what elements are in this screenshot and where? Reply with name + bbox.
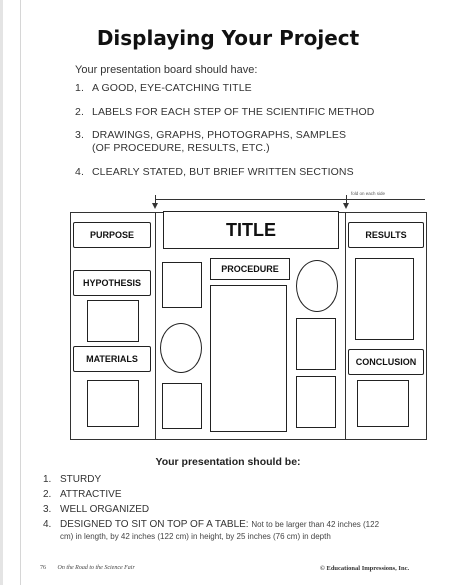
publisher-credit: © Educational Impressions, Inc. xyxy=(320,565,410,572)
item-text: CLEARLY STATED, BUT BRIEF WRITTEN SECTIONS xyxy=(92,166,354,178)
center-circle-image xyxy=(296,260,338,312)
materials-content-box xyxy=(87,380,139,427)
item-number: 3. xyxy=(43,504,52,515)
page-title: Displaying Your Project xyxy=(96,26,360,50)
conclusion-label: CONCLUSION xyxy=(348,349,424,375)
item-text: A GOOD, EYE-CATCHING TITLE xyxy=(92,82,252,94)
item-number: 3. xyxy=(75,129,84,141)
book-title: On the Road to the Science Fair xyxy=(57,565,135,571)
item-text: ATTRACTIVE xyxy=(60,489,122,500)
item-number: 2. xyxy=(75,106,84,118)
dimension-line xyxy=(155,199,347,200)
hypothesis-content-box xyxy=(87,300,139,342)
purpose-label: PURPOSE xyxy=(73,222,151,248)
arrow-down-icon xyxy=(152,203,158,209)
item-text-continued: (OF PROCEDURE, RESULTS, ETC.) xyxy=(92,142,270,154)
page-spine-shadow xyxy=(0,0,3,585)
item-number: 4. xyxy=(43,519,52,530)
materials-label: MATERIALS xyxy=(73,346,151,372)
dimension-label: fold on each side xyxy=(351,191,386,196)
section-subhead: Your presentation should be: xyxy=(155,456,301,468)
procedure-label: PROCEDURE xyxy=(210,258,290,280)
center-circle-image xyxy=(160,323,202,373)
item-text xyxy=(60,519,379,530)
procedure-content-box xyxy=(210,285,287,432)
results-content-box xyxy=(355,258,414,340)
item-text: LABELS FOR EACH STEP OF THE SCIENTIFIC METHOD xyxy=(92,106,375,118)
item-number: 4. xyxy=(75,166,84,178)
item-heading: DESIGNED TO SIT ON TOP OF A TABLE: xyxy=(60,519,249,530)
center-photo-box xyxy=(162,383,202,429)
page-margin-line xyxy=(20,0,21,585)
conclusion-content-box xyxy=(357,380,409,427)
item-text: STURDY xyxy=(60,474,102,485)
intro-text: Your presentation board should have: xyxy=(75,64,258,76)
arrow-down-icon xyxy=(343,203,349,209)
center-photo-box xyxy=(162,262,202,308)
size-note-continued: cm) in length, by 42 inches (122 cm) in height, by 25 inches (76 cm) in depth xyxy=(60,532,331,541)
item-text: WELL ORGANIZED xyxy=(60,504,150,515)
item-number: 1. xyxy=(43,474,52,485)
item-number: 2. xyxy=(43,489,52,500)
results-label: RESULTS xyxy=(348,222,424,248)
size-note: Not to be larger than 42 inches (122 xyxy=(251,520,380,529)
item-number: 1. xyxy=(75,82,84,94)
board-title-label: TITLE xyxy=(163,211,339,249)
hypothesis-label: HYPOTHESIS xyxy=(73,270,151,296)
dimension-extension-line xyxy=(347,199,425,200)
page-footer-left xyxy=(40,565,135,571)
page-number: 76 xyxy=(40,565,46,571)
center-photo-box xyxy=(296,318,336,370)
item-text: DRAWINGS, GRAPHS, PHOTOGRAPHS, SAMPLES xyxy=(92,129,347,141)
center-photo-box xyxy=(296,376,336,428)
